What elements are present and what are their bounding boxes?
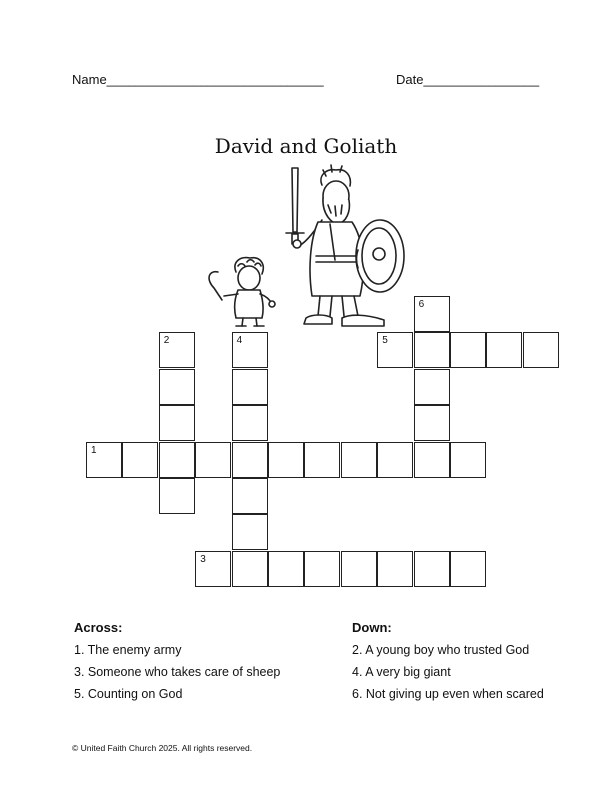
clue-across-5: 5. Counting on God (74, 687, 183, 701)
crossword-cell[interactable] (232, 478, 268, 514)
crossword-cell-1[interactable] (86, 442, 122, 478)
crossword-cell[interactable] (159, 478, 195, 514)
clue-number: 2 (163, 335, 170, 347)
crossword-cell-2[interactable] (159, 332, 195, 368)
crossword-cell-3[interactable] (195, 551, 231, 587)
crossword-cell[interactable] (159, 405, 195, 441)
clue-number: 4 (236, 335, 243, 347)
crossword-cell[interactable] (195, 442, 231, 478)
clue-down-4: 4. A very big giant (352, 665, 451, 679)
down-heading: Down: (352, 620, 392, 635)
crossword-cell[interactable] (232, 551, 268, 587)
clue-across-3: 3. Someone who takes care of sheep (74, 665, 281, 679)
clue-down-6: 6. Not giving up even when scared (352, 687, 544, 701)
copyright-footer: © United Faith Church 2025. All rights reserved. (72, 743, 253, 753)
crossword-cell[interactable] (232, 514, 268, 550)
clue-number: 5 (382, 335, 388, 347)
across-clues (74, 617, 280, 705)
crossword-cell[interactable] (486, 332, 522, 368)
crossword-cell[interactable] (450, 551, 486, 587)
crossword-cell[interactable] (414, 551, 450, 587)
crossword-cell[interactable] (304, 442, 340, 478)
crossword-cell[interactable] (450, 442, 486, 478)
crossword-cell[interactable] (268, 442, 304, 478)
down-clues (352, 617, 544, 705)
name-field[interactable]: Name______________________________ (72, 72, 324, 87)
crossword-cell-5[interactable] (377, 332, 413, 368)
crossword-cell-6[interactable] (414, 296, 450, 332)
clue-across-1: 1. The enemy army (74, 643, 182, 657)
crossword-cell[interactable] (414, 442, 450, 478)
crossword-cell-4[interactable] (232, 332, 268, 368)
crossword-cell[interactable] (268, 551, 304, 587)
crossword-cell[interactable] (414, 369, 450, 405)
crossword-cell[interactable] (122, 442, 158, 478)
crossword-cell[interactable] (414, 332, 450, 368)
crossword-cell[interactable] (159, 369, 195, 405)
david-figure (209, 258, 275, 326)
clue-number: 6 (418, 299, 425, 310)
crossword-cell[interactable] (377, 551, 413, 587)
crossword-cell[interactable] (232, 369, 268, 405)
crossword-cell[interactable] (159, 442, 195, 478)
clue-number: 1 (91, 444, 97, 456)
clue-number: 3 (200, 553, 206, 565)
crossword-cell[interactable] (341, 551, 377, 587)
crossword-cell[interactable] (414, 405, 450, 441)
crossword-cell[interactable] (450, 332, 486, 368)
crossword-cell[interactable] (304, 551, 340, 587)
crossword-cell[interactable] (523, 332, 559, 368)
goliath-figure (286, 165, 404, 326)
crossword-cell[interactable] (232, 442, 268, 478)
crossword-cell[interactable] (232, 405, 268, 441)
across-heading: Across: (74, 620, 123, 635)
crossword-cell[interactable] (341, 442, 377, 478)
david-and-goliath-illustration (0, 0, 612, 340)
page-title: David and Goliath (214, 134, 398, 158)
date-field[interactable]: Date________________ (396, 72, 540, 87)
clue-down-2: 2. A young boy who trusted God (352, 643, 530, 657)
crossword-cell[interactable] (377, 442, 413, 478)
